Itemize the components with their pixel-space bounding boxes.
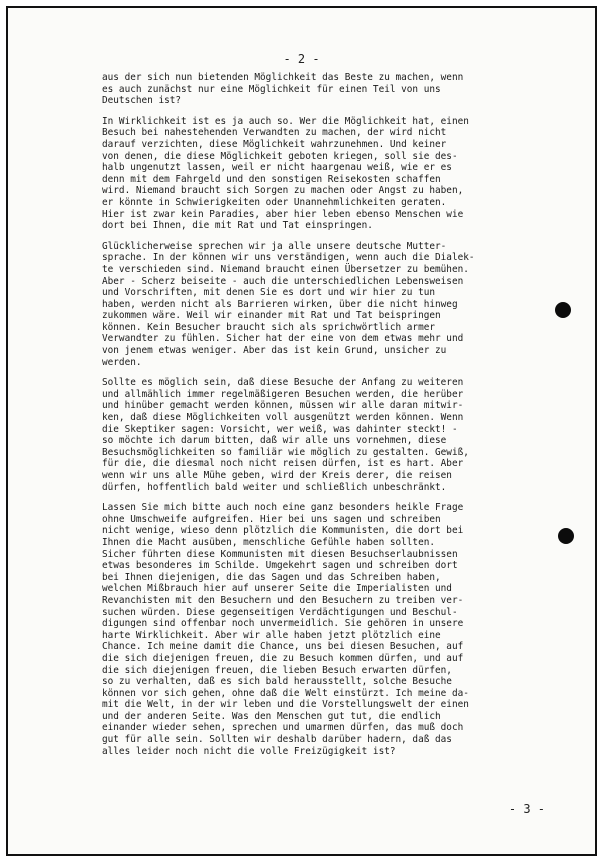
text-line: te verschieden sind. Niemand braucht einen Übersetzer zu bemühen. [102, 263, 469, 275]
text-line: bei Ihnen diejenigen, die das Sagen und das Schreiben haben, [102, 571, 441, 583]
text-line: die sich diejenigen freuen, die zu Besuch kommen dürfen, und auf [102, 652, 464, 664]
paragraph [102, 241, 582, 369]
text-line: ohne Umschweife aufgreifen. Hier bei uns sagen und schreiben [102, 513, 441, 525]
text-line: aus der sich nun bietenden Möglichkeit das Beste zu machen, wenn [102, 72, 464, 83]
text-line: dürfen, hoffentlich bald weiter und schließlich unbeschränkt. [102, 481, 447, 493]
text-line: wenn wir uns alle Mühe geben, wird der Kreis derer, die reisen [102, 470, 452, 481]
text-line: so möchte ich darum bitten, daß wir alle uns vornehmen, diese [102, 435, 447, 447]
text-line: für die, die diesmal noch nicht reisen dürfen, ist es hart. Aber [102, 458, 464, 470]
punch-hole-lower [558, 528, 574, 544]
text-line: Hier ist zwar kein Paradies, aber hier leben ebenso Menschen wie [102, 208, 464, 220]
text-line: zukommen wäre. Weil wir einander mit Rat und Tat beispringen [102, 310, 441, 322]
text-line: harte Wirklichkeit. Aber wir alle haben jetzt plötzlich eine [102, 629, 441, 641]
paragraph [102, 72, 582, 107]
text-line: er könnte in Schwierigkeiten oder Unannehmlichkeiten geraten. [102, 196, 447, 208]
text-line: Besuch bei nahestehenden Verwandten zu machen, der wird nicht [102, 127, 447, 139]
text-line: Verwandter zu fühlen. Sicher hat der eine von dem etwas mehr und [102, 333, 464, 345]
text-line: Besuchsmöglichkeiten so familiär wie möglich zu gestalten. Gewiß, [102, 446, 469, 458]
text-line: In Wirklichkeit ist es ja auch so. Wer die Möglichkeit hat, einen [102, 115, 469, 127]
document-page [6, 6, 597, 856]
text-line: können vor sich gehen, ohne daß die Welt einstürzt. Ich meine da- [102, 687, 469, 699]
text-line: Sollte es möglich sein, daß diese Besuche der Anfang zu weiteren [102, 377, 464, 389]
paragraph [102, 377, 582, 493]
text-line: Ihnen die Macht ausüben, menschliche Gefühle haben sollten. [102, 536, 436, 548]
paragraph [102, 502, 582, 757]
text-line: so zu verhalten, daß es sich bald herausstellt, solche Besuche [102, 676, 452, 688]
text-line: Lassen Sie mich bitte auch noch eine ganz besonders heikle Frage [102, 502, 464, 514]
text-line: halb ungenutzt lassen, weil er nicht haargenau weiß, wie er es [102, 162, 452, 174]
text-line: und Vorschriften, mit denen Sie es dort und wir hier zu tun [102, 287, 436, 299]
text-line: Deutschen ist? [102, 95, 182, 107]
text-line: etwas besonderes im Schilde. Umgekehrt sagen und schreiben dort [102, 560, 458, 572]
paragraph [102, 116, 582, 232]
text-line: Glücklicherweise sprechen wir ja alle unsere deutsche Mutter- [102, 240, 447, 252]
text-line: Chance. Ich meine damit die Chance, uns bei diesen Besuchen, auf [102, 641, 464, 653]
text-line: wird. Niemand braucht sich Sorgen zu machen oder Angst zu haben, [102, 185, 464, 197]
punch-hole-upper [555, 302, 571, 318]
text-line: die Skeptiker sagen: Vorsicht, wer weiß, was dahinter steckt! - [102, 423, 458, 435]
text-line: und hinüber gemacht werden können, müssen wir alle daran mitwir- [102, 400, 464, 412]
text-line: welchen Mißbrauch hier auf unserer Seite die Imperialisten und [102, 583, 452, 595]
text-line: sprache. In der können wir uns verständigen, wenn auch die Dialek- [102, 252, 475, 264]
text-line: denn mit dem Fahrgeld und den sonstigen Reisekosten schaffen [102, 173, 441, 185]
page-number: - 2 - [283, 52, 320, 66]
text-line: alles leider noch nicht die volle Freizügigkeit ist? [102, 745, 396, 757]
text-line: nicht wenige, wieso denn plötzlich die Kommunisten, die dort bei [102, 525, 464, 537]
text-line: gut für alle sein. Sollten wir deshalb darüber hadern, daß das [102, 734, 452, 746]
text-line: dort bei Ihnen, die mit Rat und Tat einspringen. [102, 220, 373, 232]
text-line: darauf verzichten, diese Möglichkeit wahrzunehmen. Und keiner [102, 138, 447, 150]
text-line: einander wieder sehen, sprechen und umarmen dürfen, das muß doch [102, 722, 464, 734]
text-line: mit die Welt, in der wir leben und die Vorstellungswelt der einen [102, 699, 469, 711]
text-line: digungen sind offenbar noch unvermeidlich. Sie gehören in unsere [102, 618, 464, 630]
text-line: Sicher führten diese Kommunisten mit diesen Besuchserlaubnissen [102, 548, 458, 560]
text-line: werden. [102, 356, 142, 368]
text-line: und der anderen Seite. Was den Menschen gut tut, die endlich [102, 710, 441, 722]
text-line: haben, werden nicht als Barrieren wirken, über die nicht hinweg [102, 298, 458, 310]
body-text [102, 72, 582, 766]
next-page-marker: - 3 - [508, 802, 545, 816]
text-line: es auch zunächst nur eine Möglichkeit für einen Teil von uns [102, 83, 441, 95]
text-line: ken, daß diese Möglichkeiten voll ausgenützt werden können. Wenn [102, 412, 464, 424]
text-line: und allmählich immer regelmäßigeren Besuchen werden, die herüber [102, 388, 464, 400]
text-line: suchen würden. Diese gegenseitigen Verdächtigungen und Beschul- [102, 606, 458, 618]
text-line: von denen, die diese Möglichkeit geboten kriegen, soll sie des- [102, 150, 458, 162]
text-line: Aber - Scherz beiseite - auch die unterschiedlichen Lebensweisen [102, 275, 464, 287]
text-line: die sich diejenigen freuen, die lieben Besuch erwarten dürfen, [102, 664, 452, 676]
text-line: von jenem etwas weniger. Aber das ist kein Grund, unsicher zu [102, 345, 447, 357]
text-line: Revanchisten mit den Besuchern und den Besuchern zu treiben ver- [102, 594, 464, 606]
text-line: können. Kein Besucher braucht sich als sprichwörtlich armer [102, 321, 436, 333]
